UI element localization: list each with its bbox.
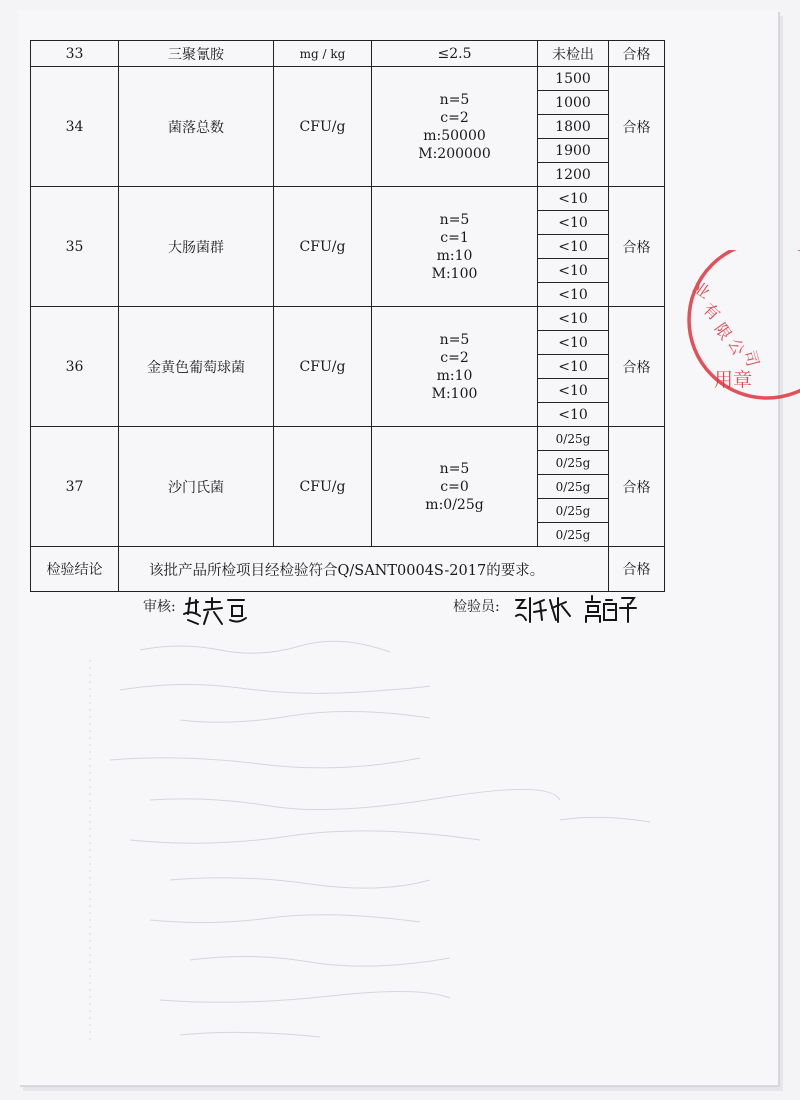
conclusion-label: 检验结论: [31, 547, 119, 592]
item-sampling-plan: [372, 187, 538, 307]
svg-text:限: 限: [710, 319, 736, 344]
item-result: 未检出: [538, 41, 609, 67]
inspector-signature-2: [584, 594, 638, 624]
param-n: n=5: [439, 91, 470, 108]
item-unit: CFU/g: [274, 187, 372, 307]
svg-text:用章: 用章: [714, 369, 753, 391]
item-name: 沙门氏菌: [119, 427, 274, 547]
sub-result: <10: [538, 307, 609, 331]
item-name: 金黄色葡萄球菌: [119, 307, 274, 427]
item-verdict: 合格: [609, 67, 665, 187]
sub-result: 0/25g: [538, 475, 609, 499]
company-seal-icon: [672, 250, 800, 410]
table-row: [31, 67, 665, 91]
table-row: [31, 307, 665, 331]
sub-result: 0/25g: [538, 427, 609, 451]
sub-result: <10: [538, 331, 609, 355]
svg-text:有: 有: [699, 299, 724, 325]
table-row: [31, 427, 665, 451]
inspector-signature-1: [512, 594, 574, 626]
sub-result: 1500: [538, 67, 609, 91]
sub-result: <10: [538, 283, 609, 307]
item-unit: CFU/g: [274, 67, 372, 187]
param-M: M:200000: [418, 145, 491, 162]
item-verdict: 合格: [609, 187, 665, 307]
sub-result: <10: [538, 259, 609, 283]
param-M: M:100: [431, 265, 478, 282]
item-name: 三聚氰胺: [119, 41, 274, 67]
reviewer-label: 审核:: [143, 599, 176, 615]
table-row: [31, 41, 665, 67]
param-c: c=2: [440, 109, 469, 126]
item-number: 33: [31, 41, 119, 67]
sub-result: 1900: [538, 139, 609, 163]
svg-text:业: 业: [689, 277, 714, 303]
conclusion-verdict: 合格: [609, 547, 665, 592]
param-c: c=0: [440, 478, 469, 495]
param-m: m:10: [436, 367, 473, 384]
inspector-label: 检验员:: [453, 599, 500, 615]
conclusion-text: 该批产品所检项目经检验符合Q/SANT0004S-2017的要求。: [119, 547, 609, 592]
sub-result: 1000: [538, 91, 609, 115]
param-n: n=5: [439, 211, 470, 228]
item-sampling-plan: [372, 67, 538, 187]
item-number: 35: [31, 187, 119, 307]
sub-result: <10: [538, 211, 609, 235]
conclusion-row: [31, 547, 665, 592]
item-sampling-plan: [372, 427, 538, 547]
sub-result: 0/25g: [538, 451, 609, 475]
param-c: c=2: [440, 349, 469, 366]
param-n: n=5: [439, 331, 470, 348]
item-verdict: 合格: [609, 307, 665, 427]
item-number: 37: [31, 427, 119, 547]
sub-result: <10: [538, 187, 609, 211]
param-n: n=5: [439, 460, 470, 477]
param-M: M:100: [431, 385, 478, 402]
item-standard: ≤2.5: [372, 41, 538, 67]
item-unit: CFU/g: [274, 427, 372, 547]
svg-text:司: 司: [740, 348, 763, 369]
sub-result: 0/25g: [538, 499, 609, 523]
sub-result: 0/25g: [538, 523, 609, 547]
sub-result: 1200: [538, 163, 609, 187]
svg-text:公: 公: [724, 335, 749, 359]
item-number: 34: [31, 67, 119, 187]
item-unit: mg / kg: [274, 41, 372, 67]
sub-result: 1800: [538, 115, 609, 139]
item-name: 大肠菌群: [119, 187, 274, 307]
sub-result: <10: [538, 403, 609, 427]
item-verdict: 合格: [609, 41, 665, 67]
table-row: [31, 187, 665, 211]
item-name: 菌落总数: [119, 67, 274, 187]
sub-result: <10: [538, 235, 609, 259]
reviewer-signature: [182, 594, 248, 628]
param-m: m:0/25g: [425, 496, 484, 513]
item-verdict: 合格: [609, 427, 665, 547]
item-sampling-plan: [372, 307, 538, 427]
param-m: m:10: [436, 247, 473, 264]
item-unit: CFU/g: [274, 307, 372, 427]
param-c: c=1: [440, 229, 469, 246]
item-number: 36: [31, 307, 119, 427]
param-m: m:50000: [423, 127, 486, 144]
sub-result: <10: [538, 379, 609, 403]
inspection-table: [30, 40, 665, 592]
sub-result: <10: [538, 355, 609, 379]
